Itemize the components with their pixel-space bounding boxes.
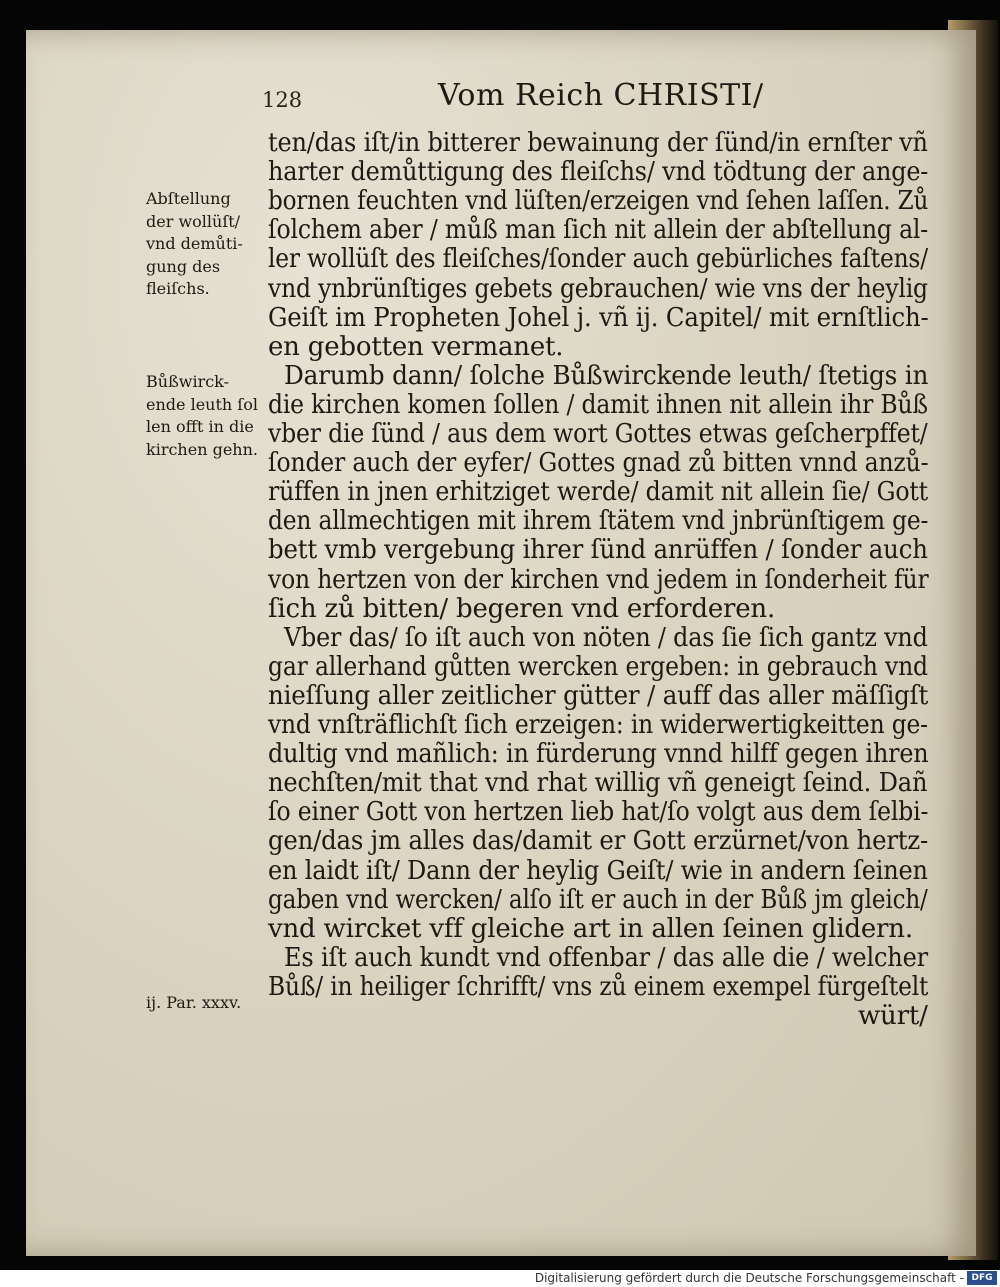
text-line: dultig vnd mañlich: in fürderung vnnd hilff gegen ihren (268, 739, 929, 770)
text-line: den allmechtigen mit ihrem ſtätem vnd jnbrünſtigem ge- (268, 506, 929, 537)
text-line: gaben vnd wercken/ alſo iſt er auch in der Bůß jm gleich/ (268, 884, 928, 915)
text-line: vber die ſünd / aus dem wort Gottes etwas geſcherpffet/ (268, 419, 928, 449)
text-line: Bůß/ in heiliger ſchrifft/ vns zů einem exempel fürgeſtelt (268, 971, 929, 1002)
dfg-logo: DFG (967, 1271, 997, 1285)
text-line: von hertzen von der kirchen vnd jedem in ſonderheit für (268, 564, 929, 595)
text-line: bornen feuchten vnd lüſten/erzeigen vnd ſehen laſſen. Zů (268, 186, 929, 217)
margin-note-line: ende leuth ſol (146, 394, 258, 414)
text-line: vnd ynbrünſtiges gebets gebrauchen/ wie vns der heylig (268, 273, 928, 304)
text-line: würt/ (858, 1001, 928, 1031)
margin-note-line: len offt in die (146, 417, 254, 436)
text-line: harter demůttigung des fleiſchs/ vnd tödtung der ange- (268, 157, 929, 188)
text-line: ten/das iſt/in bitterer bewainung der ſünd/in ernſter vñ (268, 128, 928, 158)
page-number: 128 (262, 88, 303, 112)
text-line: Geiſt im Propheten Johel j. vñ ij. Capitel/ mit ernſtlich- (268, 302, 929, 333)
text-line: en gebotten vermanet. (268, 331, 564, 362)
text-line: en laidt iſt/ Dann der heylig Geiſt/ wie in andern ſeinen (268, 855, 928, 886)
page-title: Vom Reich CHRISTI/ (438, 78, 764, 113)
margin-note-line: vnd demůti- (146, 234, 243, 253)
text-line: gen/das jm alles das/damit er Gott erzürnet/von hertz- (268, 826, 929, 857)
margin-note-line: Abſtellung (146, 189, 231, 208)
text-line: nieſſung aller zeitlicher gütter / auff das aller mäſſigſt (268, 680, 929, 711)
margin-note-line: kirchen gehn. (146, 439, 258, 459)
text-line: Vber das/ ſo iſt auch von nöten / das ſie ſich gantz vnd (284, 622, 928, 653)
text-line: ſich zů bitten/ begeren vnd erforderen. (268, 593, 776, 624)
digitization-footer (0, 1270, 1000, 1287)
text-line: vnd wircket vff gleiche art in allen ſeinen glidern. (268, 913, 913, 944)
text-line: ſonder auch der eyfer/ Gottes gnad zů bitten vnnd anzů- (268, 448, 929, 479)
margin-note-line: ij. Par. xxxv. (146, 993, 242, 1012)
text-line: bett vmb vergebung ihrer ſünd anrüffen / ſonder auch (268, 535, 928, 566)
margin-note-line: der wollüſt/ (146, 211, 241, 231)
margin-note-line: Bůßwirck- (146, 372, 229, 391)
text-line: Es iſt auch kundt vnd offenbar / das alle die / welcher (284, 942, 928, 973)
margin-note-line: fleiſchs. (146, 279, 210, 298)
text-line: ler wollüſt des fleiſches/ſonder auch gebürliches faſtens/ (268, 244, 928, 275)
text-line: gar allerhand gůtten wercken ergeben: in gebrauch vnd (268, 651, 928, 682)
text-line: nechſten/mit that vnd rhat willig vñ geneigt ſeind. Dañ (268, 768, 928, 799)
text-line: ſolchem aber / můß man ſich nit allein der abſtellung al- (268, 215, 929, 246)
text-line: ſo einer Gott von hertzen lieb hat/ſo volgt aus dem ſelbi- (268, 797, 929, 828)
text-line: vnd vnſträflichſt ſich erzeigen: in widerwertigkeitten ge- (268, 710, 928, 740)
footer-credit: Digitalisierung gefördert durch die Deutsche Forschungsgemeinschaft - (534, 1271, 964, 1285)
text-line: die kirchen komen ſollen / damit ihnen nit allein ihr Bůß (268, 389, 928, 420)
text-line: rüffen in jnen erhitziget werde/ damit nit allein ſie/ Gott (268, 477, 929, 508)
margin-note-line: gung des (146, 256, 221, 276)
text-line: Darumb dann/ ſolche Bůßwirckende leuth/ ſtetigs in (284, 360, 929, 391)
